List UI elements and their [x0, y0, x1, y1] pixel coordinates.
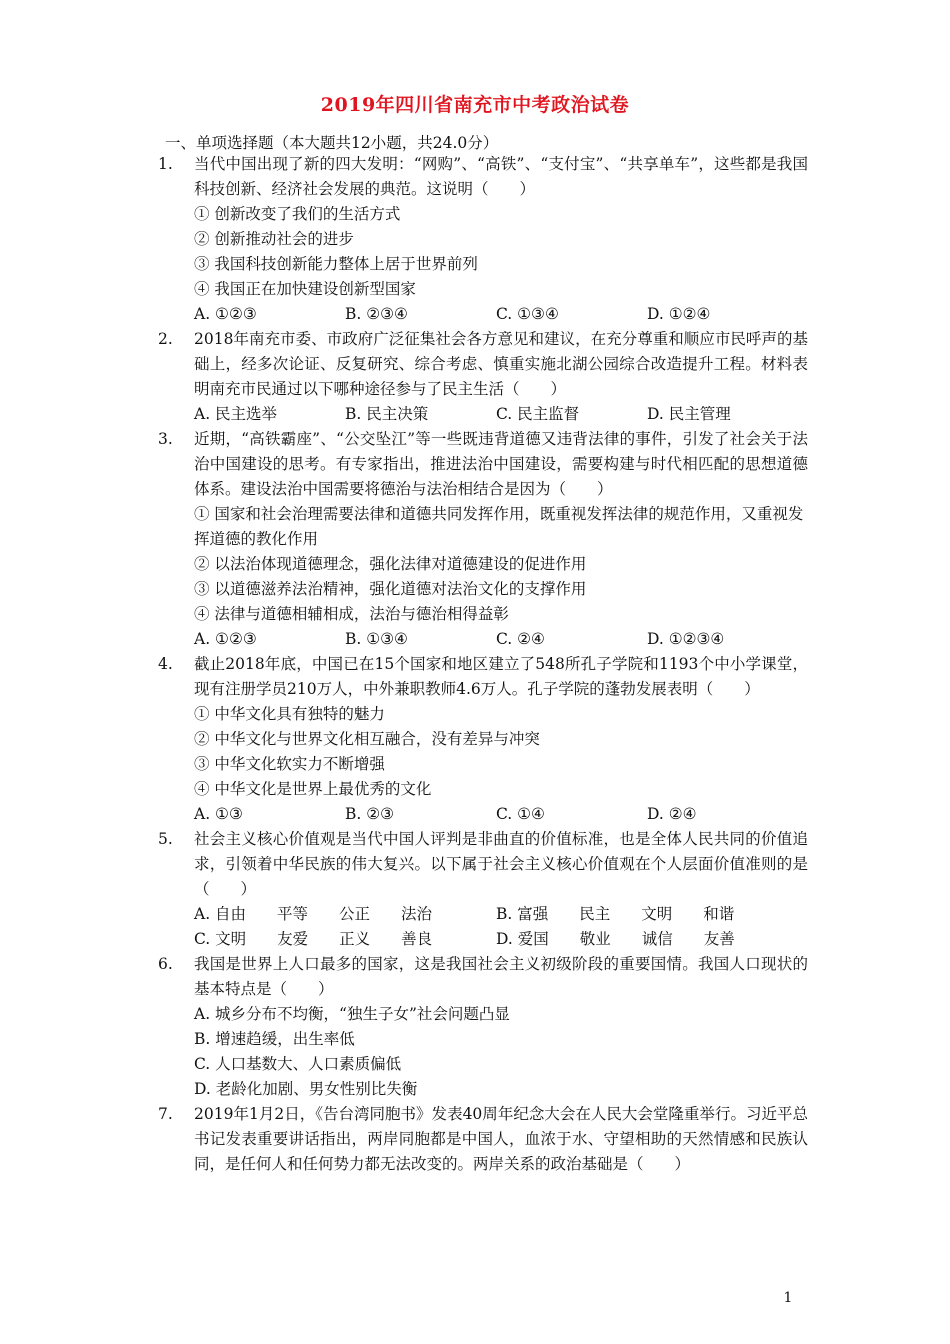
statement: ③ 我国科技创新能力整体上居于世界前列 [194, 255, 478, 273]
statement: ② 创新推动社会的进步 [194, 230, 354, 248]
option-c: C. ①④ [496, 805, 545, 823]
statement: ② 中华文化与世界文化相互融合，没有差异与冲突 [194, 730, 540, 748]
question-number: 7. [158, 1105, 173, 1123]
option-b: B. ①③④ [345, 630, 408, 648]
option-d: D. ①②③④ [647, 630, 725, 648]
option-d: D. 老龄化加剧、男女性别比失衡 [194, 1080, 418, 1098]
option-d: D. ①②④ [647, 305, 711, 323]
page-title: 2019年四川省南充市中考政治试卷 [320, 94, 630, 116]
options-row [194, 302, 808, 327]
option-c: C. ①③④ [496, 305, 559, 323]
question-stem: 截止2018年底，中国已在15个国家和地区建立了548所孔子学院和1193个中小学课堂，现有注册学员210万人，中外兼职教师4.6万人。孔子学院的蓬勃发展表明（ ） [194, 655, 808, 698]
page-number: 1 [783, 1290, 793, 1306]
question-stem: 近期，“高铁霸座”、“公交坠江”等一些既违背道德又违背法律的事件，引发了社会关于法治中国建设的思考。有专家指出，推进法治中国建设，需要构建与时代相匹配的思想道德体系。建设法治中国需要将德治与法治相结合是因为（ ） [194, 430, 808, 498]
statement: ① 中华文化具有独特的魅力 [194, 705, 385, 723]
option-c: C. ②④ [496, 630, 545, 648]
option-a: A. ①②③ [194, 305, 257, 323]
option-b: B. 民主决策 [345, 405, 429, 423]
options-row [194, 902, 808, 927]
statement: ③ 中华文化软实力不断增强 [194, 755, 385, 773]
option-a: A. ①②③ [194, 630, 257, 648]
option-b: B. ②③④ [345, 305, 408, 323]
question-list [158, 152, 808, 1177]
question-stem: 社会主义核心价值观是当代中国人评判是非曲直的价值标准，也是全体人民共同的价值追求，引领着中华民族的伟大复兴。以下属于社会主义核心价值观在个人层面价值准则的是（ ） [194, 830, 808, 898]
question-1 [158, 152, 808, 327]
statement: ④ 法律与道德相辅相成，法治与德治相得益彰 [194, 605, 509, 623]
question-stem: 2018年南充市委、市政府广泛征集社会各方意见和建议，在充分尊重和顺应市民呼声的基础上，经多次论证、反复研究、综合考虑、慎重实施北湖公园综合改造提升工程。材料表明南充市民通过以下哪种途径参与了民主生活（ ） [194, 330, 808, 398]
question-number: 2. [158, 330, 173, 348]
question-stem: 2019年1月2日，《告台湾同胞书》发表40周年纪念大会在人民大会堂隆重举行。习近平总书记发表重要讲话指出，两岸同胞都是中国人，血浓于水、守望相助的天然情感和民族认同，是任何人和任何势力都无法改变的。两岸关系的政治基础是（ ） [194, 1105, 808, 1173]
question-6 [158, 952, 808, 1102]
option-c: C. 民主监督 [496, 405, 580, 423]
option-a: A. 民主选举 [194, 405, 278, 423]
option-b: B. ②③ [345, 805, 395, 823]
statement: ① 国家和社会治理需要法律和道德共同发挥作用，既重视发挥法律的规范作用，又重视发挥道德的教化作用 [194, 505, 804, 548]
question-stem: 当代中国出现了新的四大发明：“网购”、“高铁”、“支付宝”、“共享单车”，这些都是我国科技创新、经济社会发展的典范。这说明（ ） [194, 155, 808, 198]
question-number: 4. [158, 655, 173, 673]
statement: ① 创新改变了我们的生活方式 [194, 205, 401, 223]
statement: ④ 我国正在加快建设创新型国家 [194, 280, 416, 298]
statement: ④ 中华文化是世界上最优秀的文化 [194, 780, 432, 798]
options-row [194, 802, 808, 827]
option-a: A. 自由 平等 公正 法治 [194, 905, 433, 923]
question-2 [158, 327, 808, 427]
option-d: D. ②④ [647, 805, 697, 823]
options-row [194, 927, 808, 952]
options-row [194, 627, 808, 652]
option-b: B. 增速趋缓，出生率低 [194, 1030, 355, 1048]
question-7 [158, 1102, 808, 1177]
option-d: D. 爱国 敬业 诚信 友善 [496, 930, 735, 948]
question-number: 1. [158, 155, 173, 173]
options-row [194, 402, 808, 427]
question-number: 5. [158, 830, 173, 848]
section-heading: 一、单项选择题（本大题共12小题，共24.0分） [165, 134, 499, 152]
option-d: D. 民主管理 [647, 405, 731, 423]
question-stem: 我国是世界上人口最多的国家，这是我国社会主义初级阶段的重要国情。我国人口现状的基本特点是（ ） [194, 955, 808, 998]
statement: ② 以法治体现道德理念，强化法律对道德建设的促进作用 [194, 555, 587, 573]
option-c: C. 文明 友爱 正义 善良 [194, 930, 433, 948]
question-number: 6. [158, 955, 173, 973]
question-4 [158, 652, 808, 827]
statement: ③ 以道德滋养法治精神，强化道德对法治文化的支撑作用 [194, 580, 587, 598]
question-5 [158, 827, 808, 952]
option-c: C. 人口基数大、人口素质偏低 [194, 1055, 402, 1073]
option-a: A. ①③ [194, 805, 243, 823]
question-3 [158, 427, 808, 652]
question-number: 3. [158, 430, 173, 448]
option-a: A. 城乡分布不均衡，“独生子女”社会问题凸显 [194, 1005, 510, 1023]
option-b: B. 富强 民主 文明 和谐 [496, 905, 735, 923]
